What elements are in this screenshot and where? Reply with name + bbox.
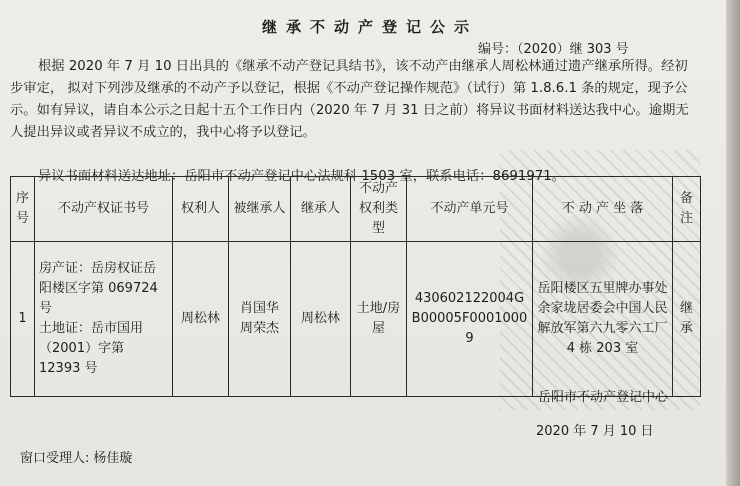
notice-paragraph: 根据 2020 年 7 月 10 日出具的《继承不动产登记具结书》，该不动产由继承人周松林通过遗产继承所得。经初步审定， 拟对下列涉及继承的不动产予以登记，根据《不动产登记操作规范》（试行）第 1.8.6.1 条的规定，现予公示。如有异议，请自本公示之日起十五个工作日内（2020 年 7 月 31 日之前）将异议书面材料送达我中心。逾期无人提出异议或者异议不成立的，我中心将予以登记。 — [10, 59, 689, 140]
cell-decedent — [229, 242, 291, 397]
cell-seq: 1 — [11, 242, 35, 397]
issue-date: 2020 年 7 月 10 日 — [536, 424, 654, 439]
registration-table — [10, 176, 701, 397]
decedent-text: 肖国华 周荣杰 — [239, 301, 279, 336]
cert-text: 房产证：岳房权证岳阳楼区字第 069724 号 土地证：岳市国用（2001）字第 12393 号 — [39, 261, 158, 376]
header-unit-no: 不动产单元号 — [407, 177, 533, 242]
cell-right-type: 土地/房屋 — [351, 242, 407, 397]
header-remark: 备注 — [673, 177, 701, 242]
window-receiver — [20, 447, 132, 466]
header-cert-no: 不动产权证书号 — [35, 177, 173, 242]
cell-remark: 继承 — [673, 242, 701, 397]
objection-address: 异议书面材料送达地址：岳阳市不动产登记中心法规科 1503 室，联系电话：8691971。 — [38, 169, 566, 184]
header-decedent: 被继承人 — [229, 177, 291, 242]
header-location: 不 动 产 坐 落 — [533, 177, 673, 242]
notice-title: 继承不动产登记公示 — [261, 18, 478, 36]
cell-cert — [35, 242, 173, 397]
cell-location: 岳阳楼区五里牌办事处余家垅居委会中国人民解放军第六九零六工厂 4 栋 203 室 — [533, 242, 673, 397]
receiver-name: 杨佳璇 — [93, 451, 133, 466]
page-edge — [726, 0, 740, 486]
header-right-type: 不动产权利类型 — [351, 177, 407, 242]
document-number: 编号：（2020）继 303 号 — [478, 42, 629, 57]
header-heir: 继承人 — [291, 177, 351, 242]
receiver-label: 窗口受理人: — [20, 451, 90, 466]
table-row — [11, 242, 701, 397]
header-seq: 序号 — [11, 177, 35, 242]
cell-unit-no: 430602122004GB00005F00010009 — [407, 242, 533, 397]
cell-heir: 周松林 — [291, 242, 351, 397]
table-header-row — [11, 177, 701, 242]
header-owner: 权利人 — [173, 177, 229, 242]
cell-owner: 周松林 — [173, 242, 229, 397]
issuing-organization: 岳阳市不动产登记中心 — [538, 390, 669, 405]
